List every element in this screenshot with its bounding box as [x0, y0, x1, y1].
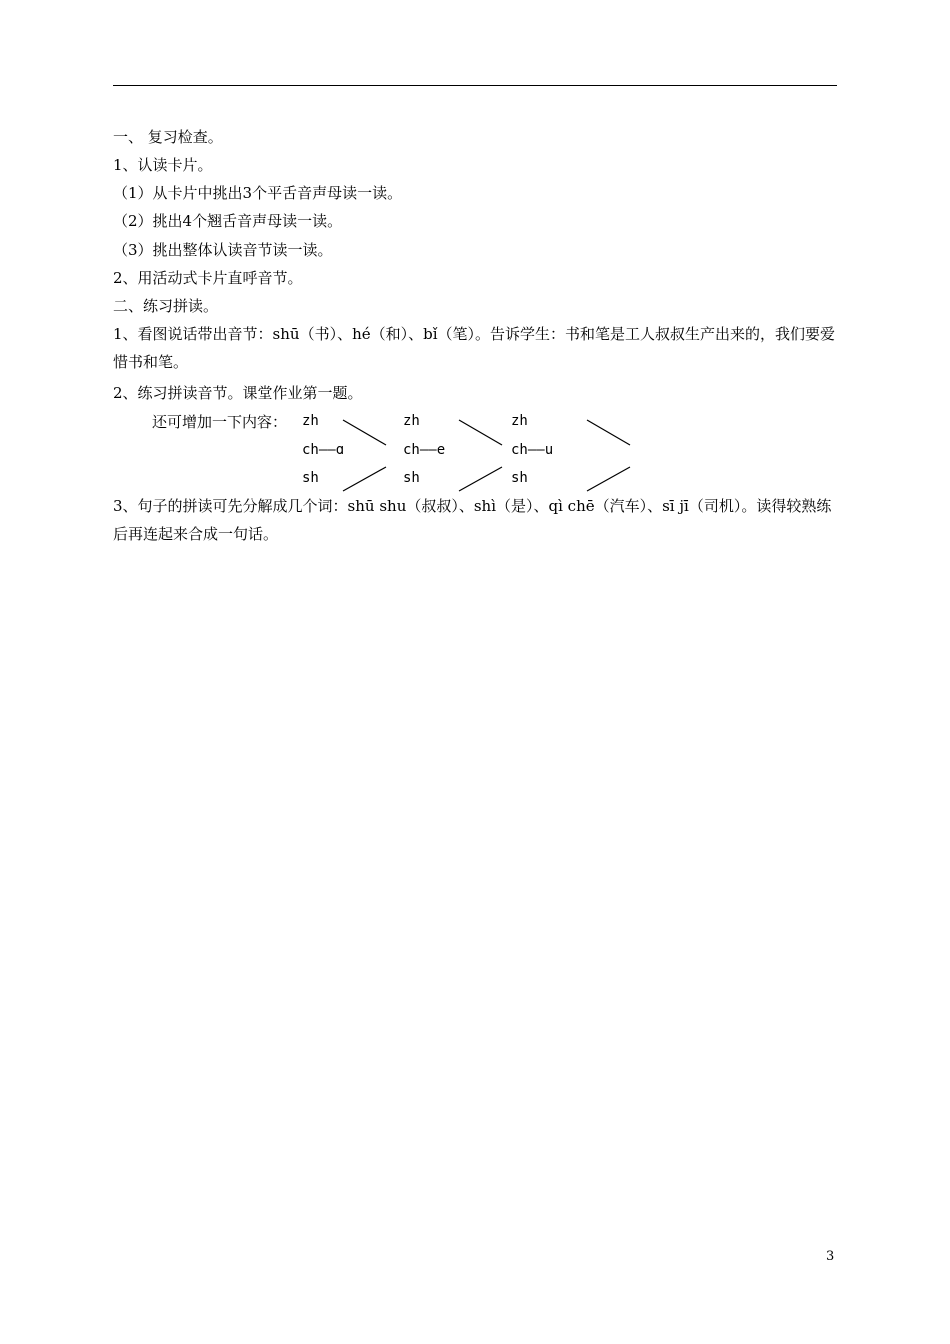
item-retroflex: （2）挑出4个翘舌音声母读一读。 — [113, 212, 343, 230]
header-rule — [113, 85, 837, 86]
item-flat-tongue: （1）从卡片中挑出3个平舌音声母读一读。 — [113, 184, 403, 202]
section-heading-review: 一、 复习检查。 — [113, 128, 223, 146]
connector-line — [343, 420, 386, 445]
syllable-ch-u: ch——u — [511, 442, 554, 458]
connector-line — [587, 467, 630, 491]
paragraph-picture-talk: 1、看图说话带出音节：shū（书）、hé（和）、bǐ（笔）。告诉学生：书和笔是工人叔叔生产出来的，我们要爱惜书和笔。 — [113, 325, 836, 371]
syllable-zh-2: zh — [403, 413, 420, 429]
section-heading-practice: 二、练习拼读。 — [113, 297, 219, 315]
paragraph-sentence-reading: 3、句子的拼读可先分解成几个词：shū shu（叔叔）、shì（是）、qì chē（汽车）、sī jī（司机）。读得较熟练后再连起来合成一句话。 — [113, 497, 832, 543]
connector-line — [587, 420, 630, 445]
item-read-cards: 1、认读卡片。 — [113, 156, 213, 174]
syllable-ch-a: ch——ɑ — [302, 442, 345, 458]
syllable-sh-1: sh — [302, 470, 319, 486]
connector-line — [343, 467, 386, 491]
item-movable-cards: 2、用活动式卡片直呼音节。 — [113, 269, 303, 287]
syllable-zh-1: zh — [302, 413, 319, 429]
syllable-sh-3: sh — [511, 470, 528, 486]
connector-line — [459, 467, 502, 491]
connector-line — [459, 420, 502, 445]
syllable-sh-2: sh — [403, 470, 420, 486]
page-number: 3 — [826, 1249, 835, 1264]
syllable-ch-e: ch——e — [403, 442, 446, 458]
syllable-zh-3: zh — [511, 413, 528, 429]
item-whole-syllables: （3）挑出整体认读音节读一读。 — [113, 241, 333, 259]
item-practice-syllables: 2、练习拼读音节。课堂作业第一题。 — [113, 384, 363, 402]
extra-content-label: 还可增加一下内容： — [152, 413, 288, 431]
